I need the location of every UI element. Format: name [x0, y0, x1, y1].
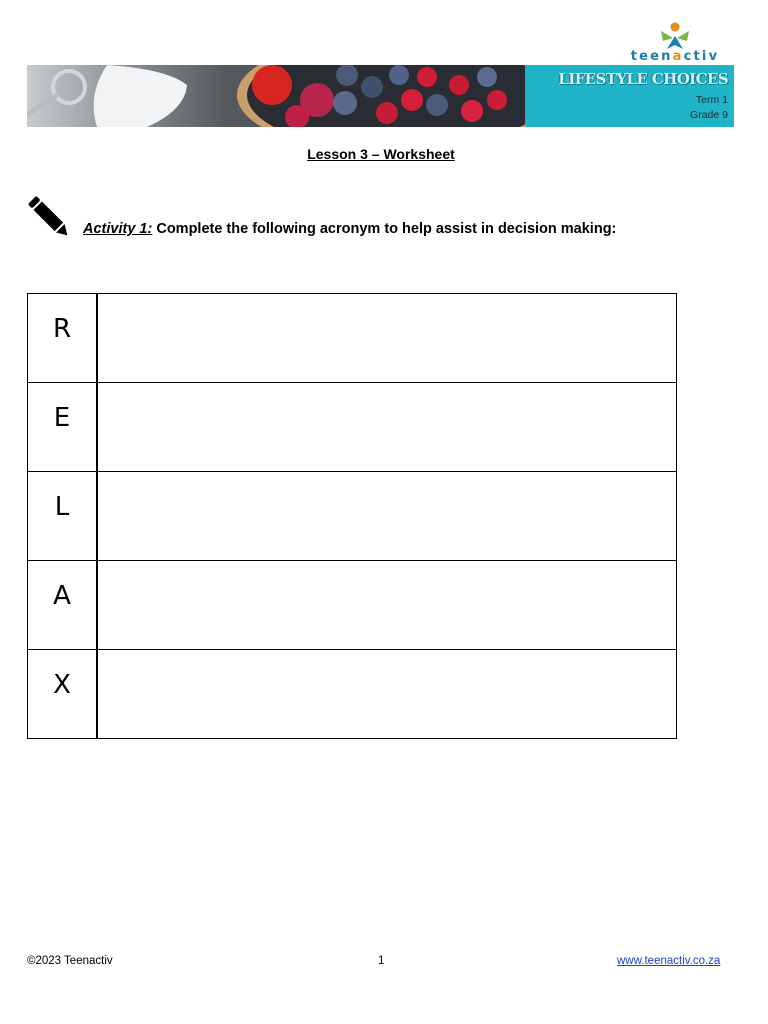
footer-copyright: ©2023 Teenactiv — [27, 955, 113, 967]
table-row — [28, 472, 677, 561]
acronym-answer-cell[interactable] — [97, 472, 677, 561]
acronym-answer-cell[interactable] — [97, 383, 677, 472]
acronym-answer-cell[interactable] — [97, 650, 677, 739]
acronym-letter: R — [28, 294, 98, 383]
logo-mark-icon — [658, 22, 692, 50]
acronym-letter: A — [28, 561, 98, 650]
acronym-letter: X — [28, 650, 98, 739]
activity-text: Complete the following acronym to help assist in decision making: — [152, 221, 617, 237]
logo-wordmark: teenactiv — [630, 49, 720, 64]
table-row — [28, 383, 677, 472]
banner-title: LIFESTYLE CHOICES — [558, 70, 728, 88]
acronym-answer-cell[interactable] — [97, 294, 677, 383]
banner-title-panel — [525, 65, 734, 127]
header-banner — [27, 65, 734, 127]
pencil-icon — [26, 193, 72, 241]
page-title: Lesson 3 – Worksheet — [307, 146, 455, 162]
activity-instruction — [83, 221, 616, 237]
banner-photo — [27, 65, 525, 127]
table-row — [28, 561, 677, 650]
banner-grade: Grade 9 — [690, 109, 728, 121]
acronym-letter: E — [28, 383, 98, 472]
banner-term: Term 1 — [695, 94, 728, 106]
table-row — [28, 294, 677, 383]
acronym-table — [27, 293, 677, 739]
footer-page-number: 1 — [378, 955, 385, 967]
acronym-answer-cell[interactable] — [97, 561, 677, 650]
acronym-letter: L — [28, 472, 98, 561]
teenactiv-logo — [616, 22, 734, 64]
activity-label: Activity 1: — [83, 221, 153, 237]
table-row — [28, 650, 677, 739]
footer-website-link[interactable]: www.teenactiv.co.za — [617, 955, 721, 967]
